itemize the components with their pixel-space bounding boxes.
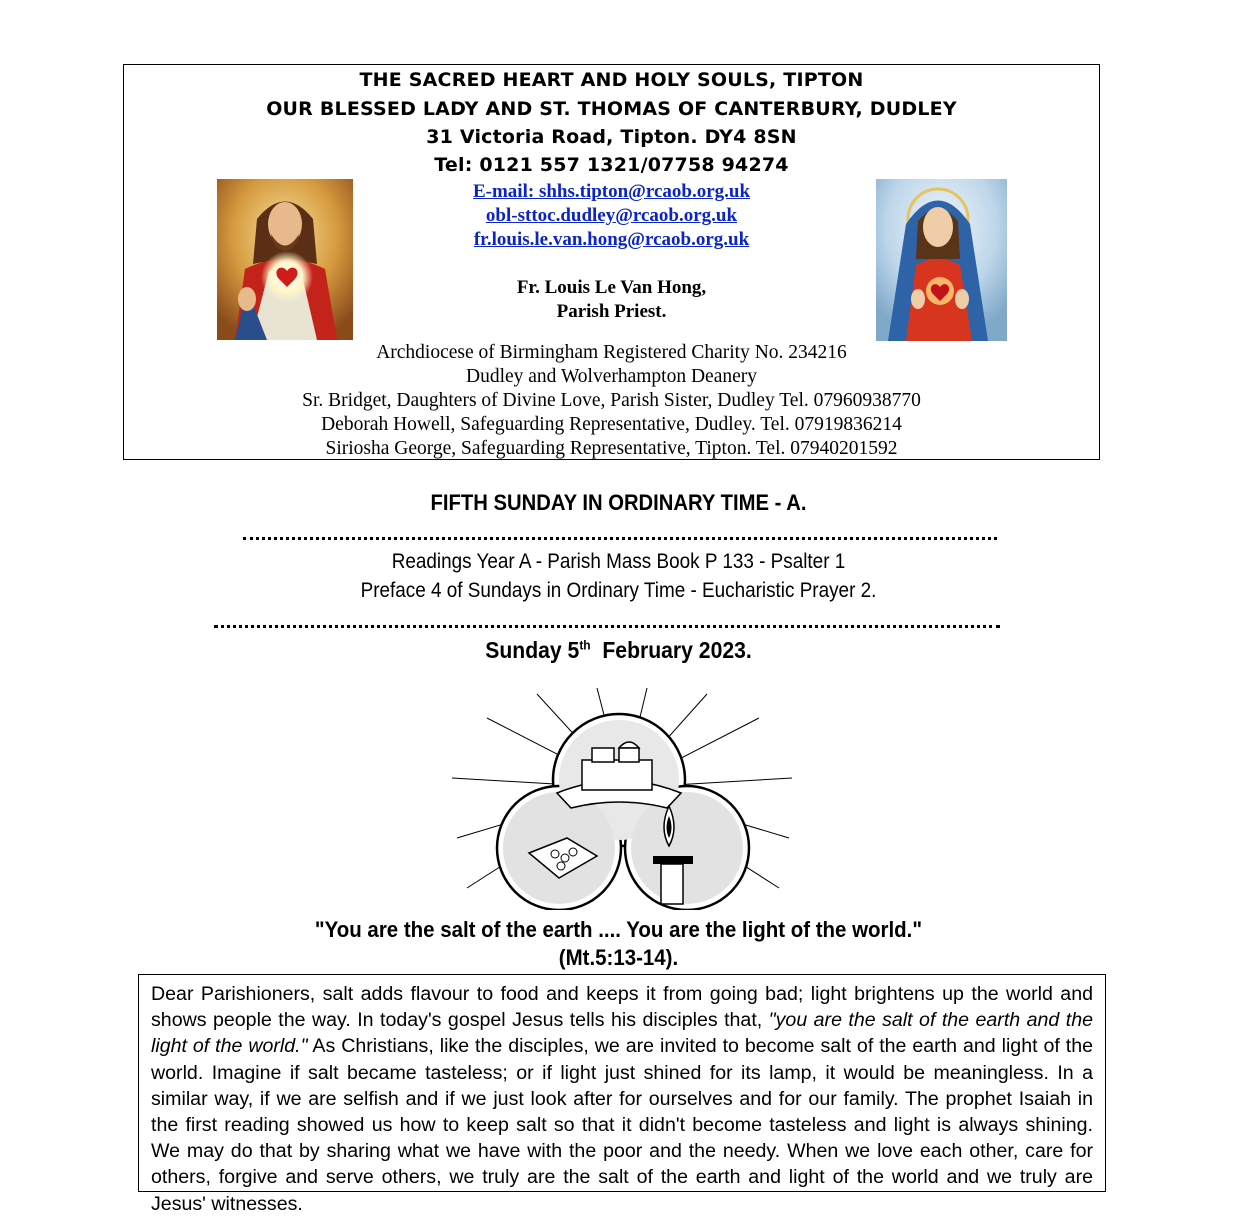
dotted-divider-bottom — [214, 625, 1000, 628]
email-link-dudley[interactable]: obl-sttoc.dudley@rcaob.org.uk — [485, 205, 738, 226]
readings-line-2: Preface 4 of Sundays in Ordinary Time - Eucharistic Prayer 2. — [360, 579, 877, 602]
gospel-reference: (Mt.5:13-14). — [558, 945, 679, 970]
parish-telephone: Tel: 0121 557 1321/07758 94274 — [434, 154, 789, 176]
sacred-heart-of-jesus-icon — [217, 179, 353, 340]
parish-name-dudley: OUR BLESSED LADY AND ST. THOMAS OF CANTERBURY, DUDLEY — [266, 98, 957, 120]
letter-text-part-1: Dear Parishioners, salt adds flavour to food and keeps it from going bad; light brightens up the world and shows people the way. In today's gospel Jesus tells his disciples that, — [151, 983, 1093, 1032]
liturgy-title: FIFTH SUNDAY IN ORDINARY TIME - A. — [430, 490, 807, 515]
letter-text-part-2: As Christians, like the disciples, we are invited to become salt of the earth and light of the world. Imagine if salt became tasteless; or if light just shined for its lamp, it would be meaningless. In a similar way, if we are selfish and if we just look after for ourselves and for our family. The prophet Isaiah in the first reading showed us how to keep salt so that it didn't become tasteless and light is always shining. We may do that by sharing what we have with the poor and the needy. When we love each other, care for others, forgive and serve others, we truly are the salt of the earth and light of the world and we truly are Jesus' witnesses. — [151, 1035, 1094, 1215]
email-link-priest[interactable]: fr.louis.le.van.hong@rcaob.org.uk — [473, 229, 750, 250]
parish-letter — [138, 974, 1106, 1215]
service-date: Sunday 5th February 2023. — [485, 637, 752, 663]
charity-info: Archdiocese of Birmingham Registered Charity No. 234216 — [376, 342, 847, 363]
email-link-tipton[interactable]: E-mail: shhs.tipton@rcaob.org.uk — [472, 181, 751, 202]
safeguarding-tipton-info: Siriosha George, Safeguarding Representative, Tipton. Tel. 07940201592 — [325, 438, 898, 459]
safeguarding-dudley-info: Deborah Howell, Safeguarding Representative, Dudley. Tel. 07919836214 — [321, 414, 902, 435]
parish-address: 31 Victoria Road, Tipton. DY4 8SN — [426, 126, 797, 148]
parish-name-tipton: THE SACRED HEART AND HOLY SOULS, TIPTON — [359, 69, 864, 91]
salt-and-light-illustration-icon — [447, 688, 799, 915]
readings-line-1: Readings Year A - Parish Mass Book P 133 - Psalter 1 — [391, 550, 846, 573]
parish-sister-info: Sr. Bridget, Daughters of Divine Love, Parish Sister, Dudley Tel. 07960938770 — [302, 390, 921, 411]
dotted-divider-top — [243, 537, 997, 540]
deanery-info: Dudley and Wolverhampton Deanery — [465, 366, 758, 387]
letter-italic-quote: "you are the salt of the earth and the light of the world." — [151, 1009, 1093, 1058]
priest-name: Fr. Louis Le Van Hong, — [516, 277, 707, 298]
immaculate-heart-of-mary-icon — [876, 179, 1007, 341]
priest-role: Parish Priest. — [556, 301, 667, 322]
gospel-quote: "You are the salt of the earth .... You are the light of the world." — [314, 917, 923, 942]
